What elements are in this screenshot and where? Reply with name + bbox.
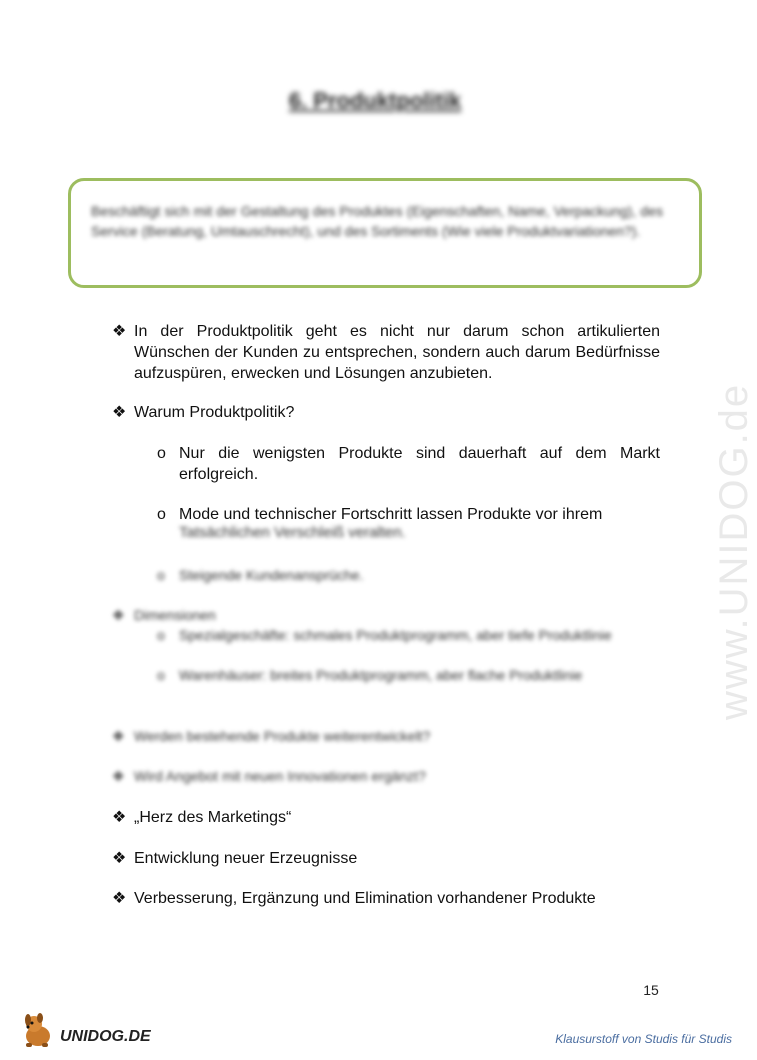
item-text: Werden bestehende Produkte weiterentwickelt? [134,728,431,744]
item-text: Verbesserung, Ergänzung und Elimination vorhandener Produkte [134,890,596,907]
dog-icon [20,1012,60,1050]
sub-item-3 [157,566,660,585]
footer-tagline: Klausurstoff von Studis für Studis [555,1032,732,1046]
item-text: Warum Produktpolitik? [134,404,295,421]
dim-sub-item-2 [157,666,597,685]
dim-sub-item-1 [157,626,627,645]
sub-item-text: Mode und technischer Fortschritt lassen Produkte vor ihrem [179,506,603,523]
sub-item-1 [157,443,660,485]
bullet-icon: ❖ [112,768,125,784]
list-item-heart [112,807,660,828]
page-title: 6. Produktpolitik [288,88,462,113]
list-item-intro [112,321,660,384]
sub-item-text: Steigende Kundenansprüche. [179,567,364,583]
sub-item-text: Nur die wenigsten Produkte sind dauerhaft auf dem Markt erfolgreich. [179,445,660,483]
list-item-why [112,402,660,423]
circle-bullet-icon: o [157,627,165,643]
watermark: www.UNIDOG.de [712,382,756,720]
list-item-dimensions [112,606,660,625]
logo-text: UNIDOG.DE [60,1028,151,1045]
bullet-icon: ❖ [112,323,127,340]
definition-box [68,178,702,288]
bullet-icon: ❖ [112,404,127,421]
bullet-icon: ❖ [112,607,125,623]
list-item-further [112,727,660,746]
circle-bullet-icon: o [157,667,165,683]
bullet-icon: ❖ [112,809,127,826]
circle-bullet-icon: o [157,506,166,523]
list-item-innovation [112,767,660,786]
bullet-icon: ❖ [112,728,125,744]
list-item-develop [112,848,660,869]
item-text: „Herz des Marketings“ [134,809,292,826]
bullet-icon: ❖ [112,890,127,907]
item-text: Entwicklung neuer Erzeugnisse [134,850,358,867]
sub-item-text: Warenhäuser: breites Produktprogramm, aber flache Produktlinie [179,667,583,683]
sub-item-text: Spezialgeschäfte: schmales Produktprogramm, aber tiefe Produktlinie [179,627,612,643]
definition-text: Beschäftigt sich mit der Gestaltung des Produktes (Eigenschaften, Name, Verpackung), des Service (Beratung, Umtauschrecht), und des Sortiments (Wie viele Produktvariationen?). [91,203,663,239]
page-number: 15 [643,982,659,998]
sub-item-continuation: Tatsächlichen Verschleiß veralten. [179,524,406,541]
item-text: Dimensionen [134,607,216,623]
sub-item-2 [157,504,660,525]
circle-bullet-icon: o [157,445,166,462]
circle-bullet-icon: o [157,567,165,583]
bullet-icon: ❖ [112,850,127,867]
logo [20,1012,160,1052]
item-text: Wird Angebot mit neuen Innovationen ergänzt? [134,768,426,784]
item-text: In der Produktpolitik geht es nicht nur darum schon artikulierten Wünschen der Kunden zu entsprechen, sondern auch darum Bedürfnisse aufzuspüren, erwecken und Lösungen anzubieten. [134,323,660,382]
list-item-improve [112,888,660,909]
